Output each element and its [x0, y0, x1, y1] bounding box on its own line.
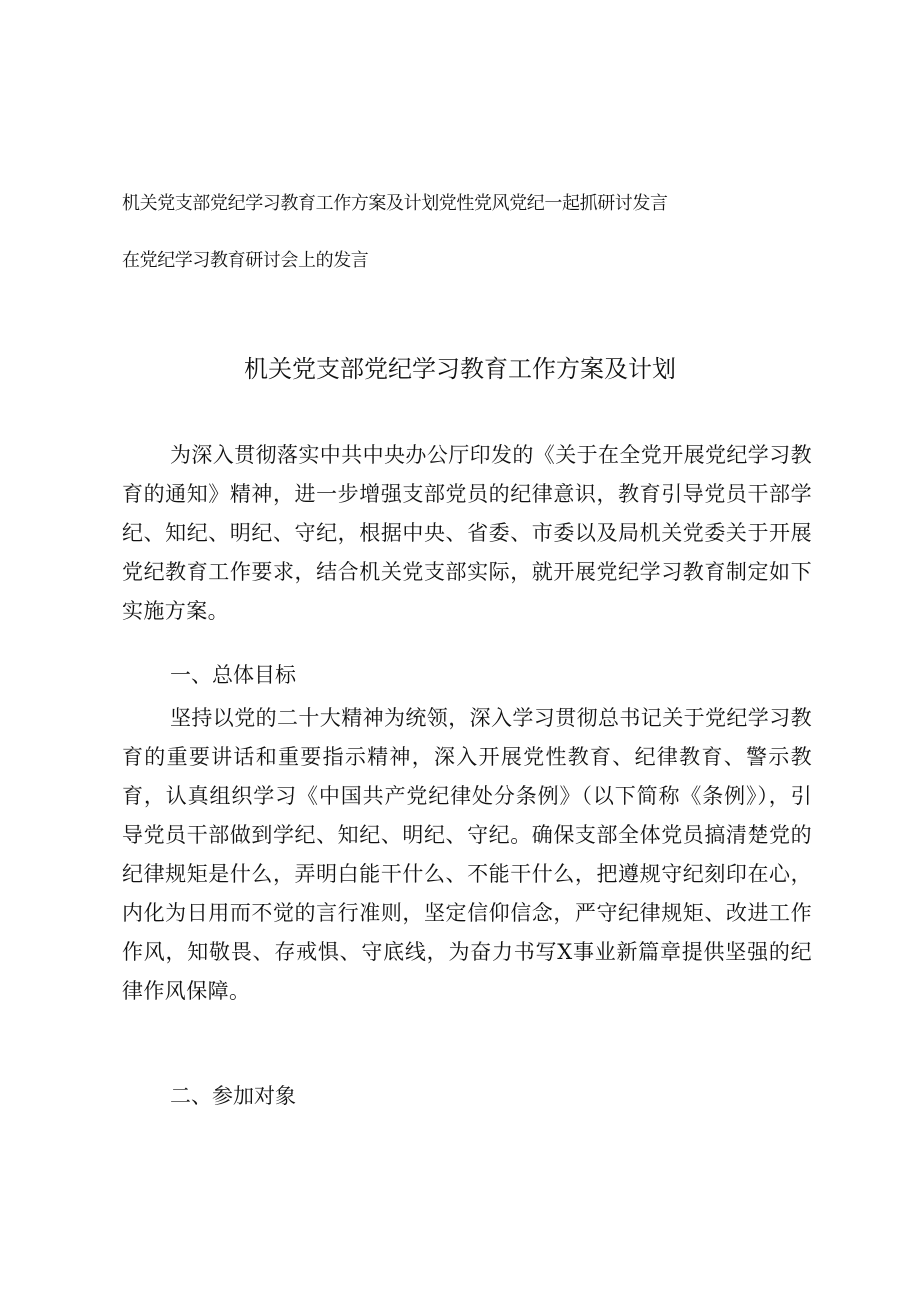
document-title: 机关党支部党纪学习教育工作方案及计划	[244, 355, 676, 383]
section-heading-participants: 二、参加对象	[170, 1084, 296, 1108]
toc-entry-1: 机关党支部党纪学习教育工作方案及计划党性党风党纪一起抓研讨发言	[122, 193, 668, 214]
section-heading-goals: 一、总体目标	[170, 663, 296, 687]
intro-paragraph: 为深入贯彻落实中共中央办公厅印发的《关于在全党开展党纪学习教育的通知》精神，进一步增强支部党员的纪律意识，教育引导党员干部学纪、知纪、明纪、守纪，根据中央、省委、市委以及局机关党委关于开展党纪教育工作要求，结合机关党支部实际，就开展党纪学习教育制定如下实施方案。	[122, 443, 812, 623]
goals-paragraph: 坚持以党的二十大精神为统领，深入学习贯彻总书记关于党纪学习教育的重要讲话和重要指示精神，深入开展党性教育、纪律教育、警示教育，认真组织学习《中国共产党纪律处分条例》（以下简称《条例》），引导党员干部做到学纪、知纪、明纪、守纪。确保支部全体党员搞清楚党的纪律规矩是什么，弄明白能干什么、不能干什么，把遵规守纪刻印在心，内化为日用而不觉的言行准则，坚定信仰信念，严守纪律规矩、改进工作作风，知敬畏、存戒惧、守底线，为奋力书写X事业新篇章提供坚强的纪律作风保障。	[122, 706, 812, 1003]
toc-entry-2: 在党纪学习教育研讨会上的发言	[122, 250, 369, 271]
